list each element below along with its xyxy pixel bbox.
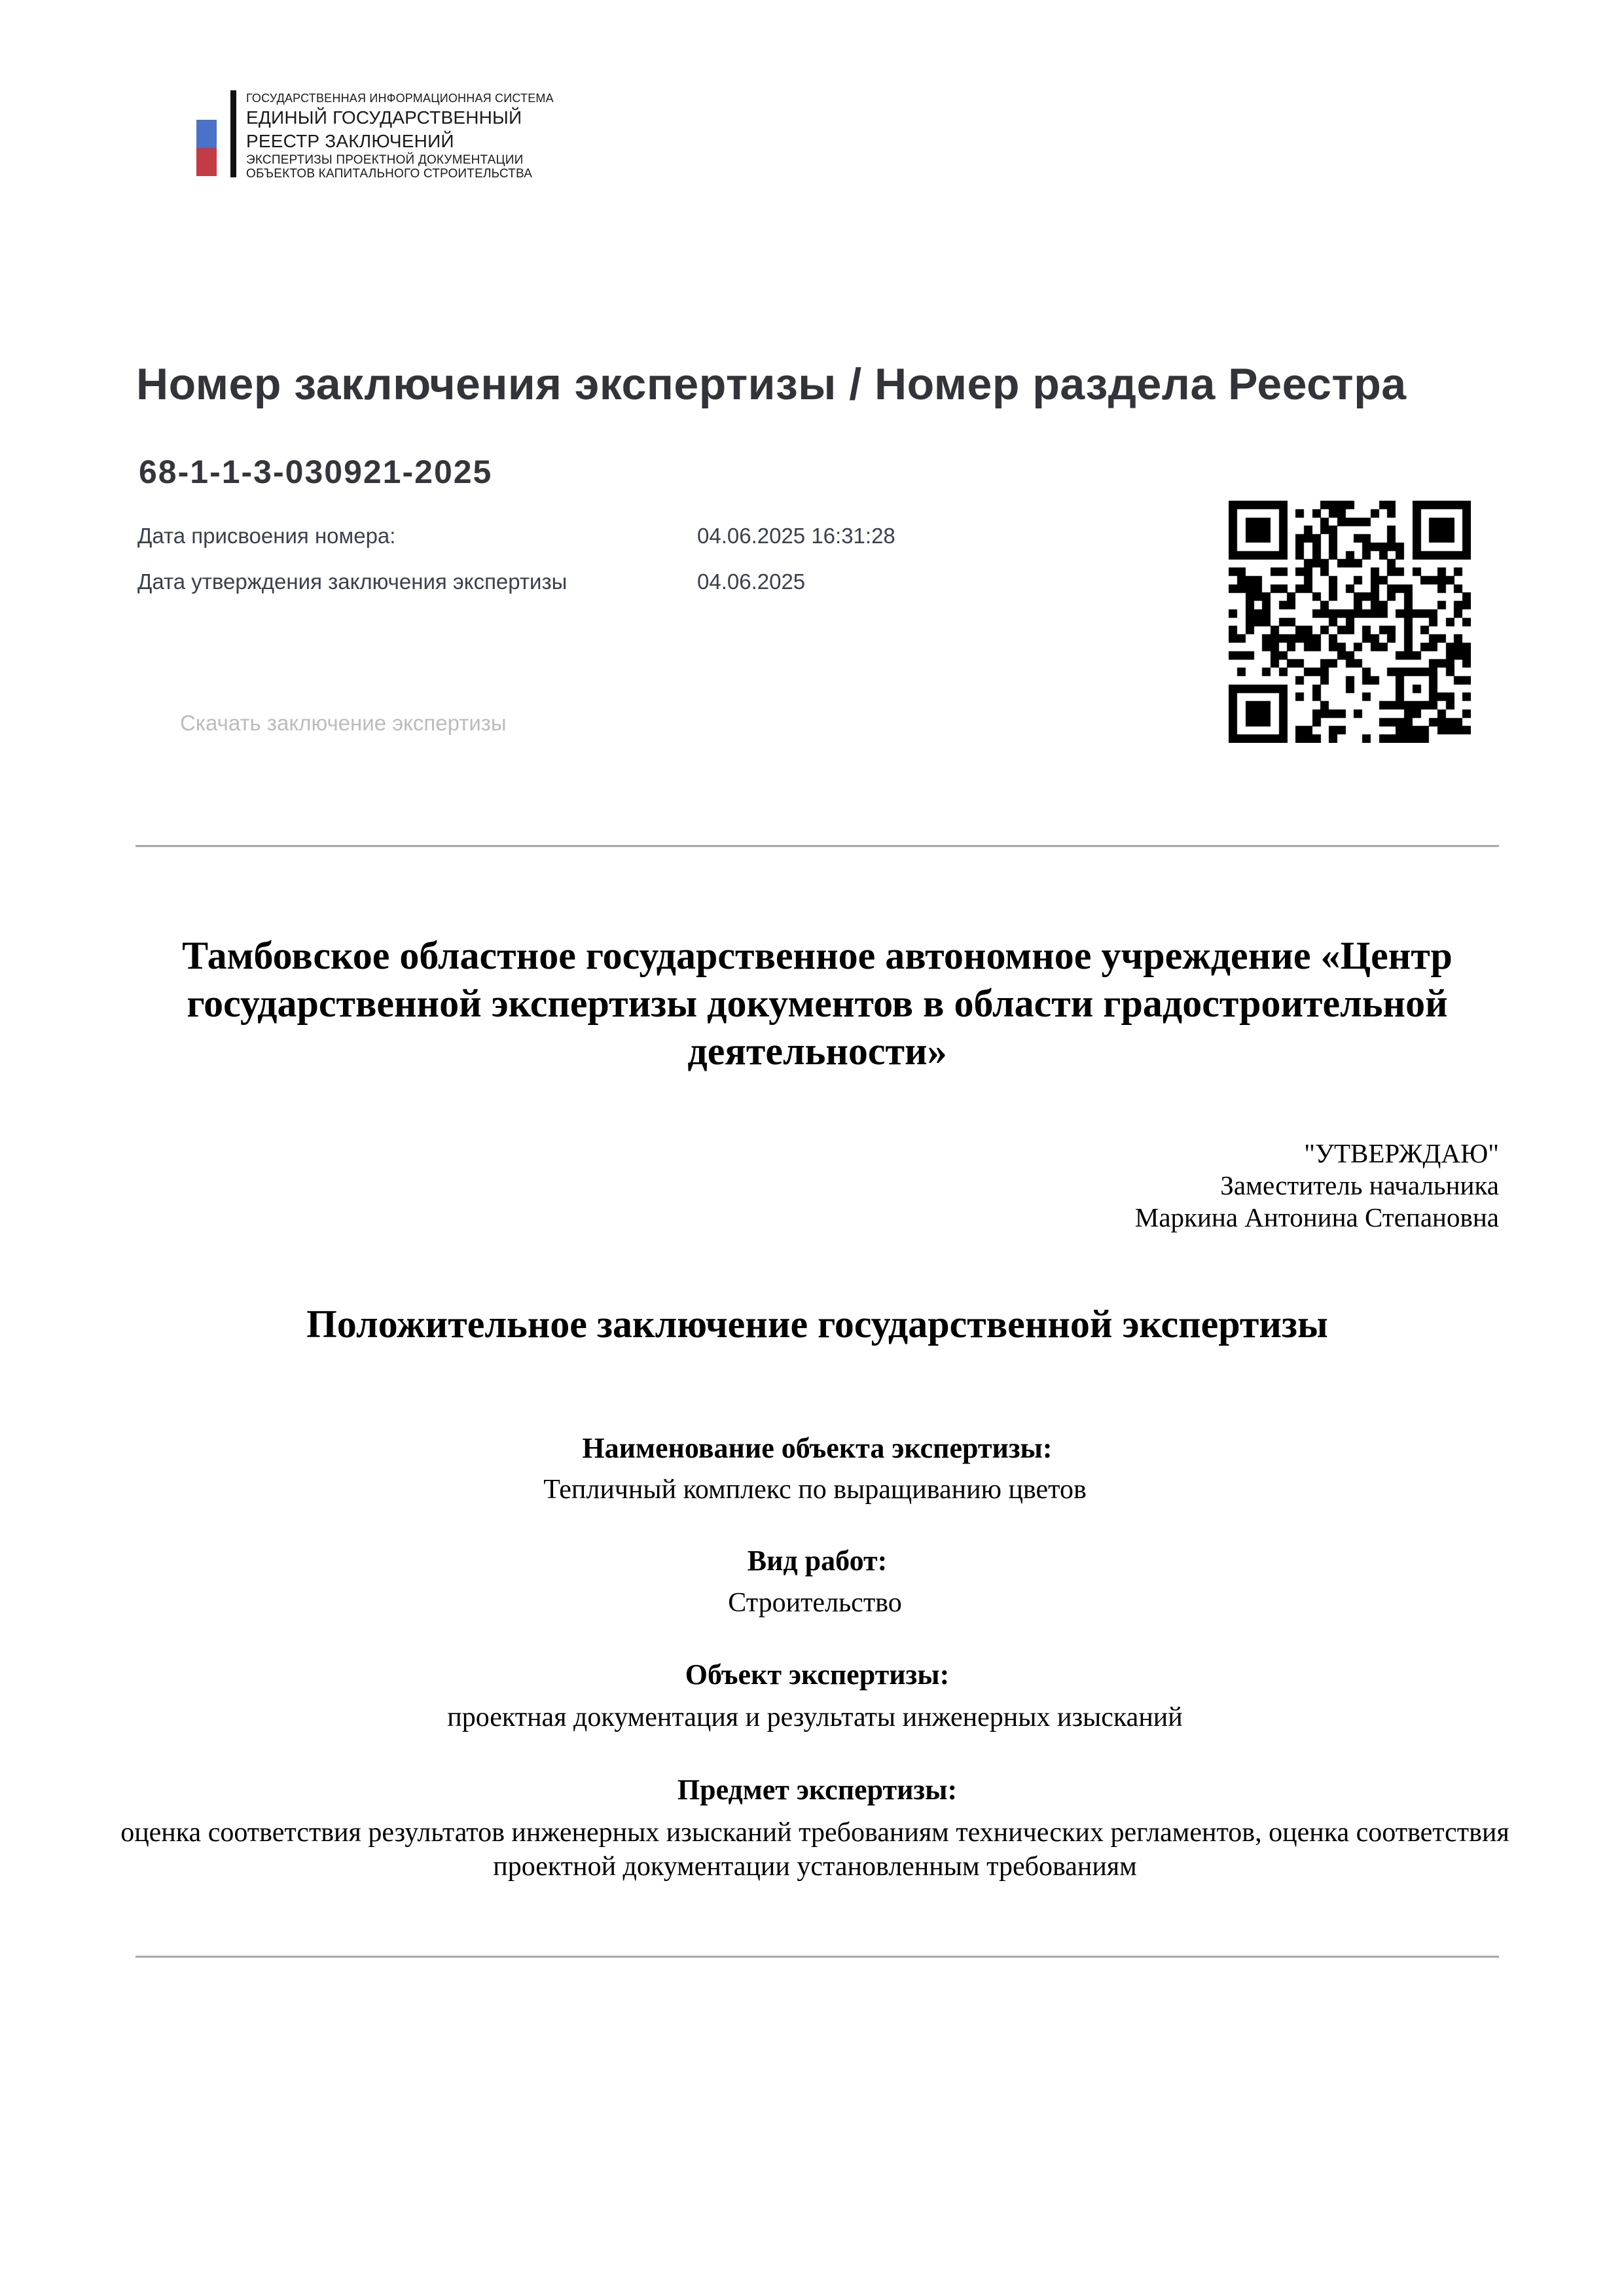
organization-heading: Тамбовское областное государственное автономное учреждение «Центр государственной экспертизы документов в области градостроительной деятельности» (182, 934, 1453, 1073)
approval-quote: "УТВЕРЖДАЮ" (1304, 1138, 1499, 1168)
logo-sub-line-1: ЭКСПЕРТИЗЫ ПРОЕКТНОЙ ДОКУМЕНТАЦИИ (246, 153, 524, 167)
egrz-logo-text (246, 90, 639, 181)
section-work-type-value: Строительство (728, 1588, 902, 1618)
section-object-name-label: Наименование объекта экспертизы: (582, 1432, 1053, 1464)
qr-code (1229, 501, 1471, 743)
logo-vertical-bar (230, 90, 236, 177)
flag-red-half (196, 148, 217, 176)
logo-registry-line-2: РЕЕСТР ЗАКЛЮЧЕНИЙ (246, 131, 454, 151)
assign-date-label: Дата присвоения номера: (137, 524, 396, 548)
registry-number: 68-1-1-3-030921-2025 (139, 454, 493, 490)
approval-name: Маркина Антонина Степановна (1134, 1202, 1499, 1232)
section-expertise-object-label: Объект экспертизы: (685, 1659, 950, 1691)
approve-date-value: 04.06.2025 (697, 569, 806, 594)
field-row-assign-date (137, 524, 1381, 553)
flag-blue-half (196, 120, 217, 148)
section-work-type-label: Вид работ: (747, 1545, 888, 1577)
assign-date-value: 04.06.2025 16:31:28 (697, 524, 895, 548)
logo-registry-line-1: ЕДИНЫЙ ГОСУДАРСТВЕННЫЙ (246, 107, 522, 128)
conclusion-title: Положительное заключение государственной экспертизы (306, 1302, 1328, 1346)
page-title: Номер заключения экспертизы / Номер раздела Реестра (136, 359, 1407, 409)
section-expertise-object-value: проектная документация и результаты инженерных изысканий (447, 1702, 1183, 1732)
divider-bottom (135, 1956, 1499, 1958)
field-row-approve-date (137, 569, 1381, 599)
section-object-name-value: Тепличный комплекс по выращиванию цветов (543, 1475, 1087, 1505)
approve-date-label: Дата утверждения заключения экспертизы (137, 569, 568, 594)
download-conclusion-link[interactable]: Скачать заключение экспертизы (180, 711, 507, 735)
section-expertise-subject-label: Предмет экспертизы: (677, 1774, 958, 1806)
divider-top (135, 845, 1499, 848)
approval-block (135, 1138, 1499, 1234)
egrz-flag-icon (196, 120, 217, 176)
section-expertise-subject-value: оценка соответствия результатов инженерных изысканий требованиям технических регламентов, оценка соответствия проектной документации установленным требованиям (120, 1818, 1509, 1882)
logo-sub-line-2: ОБЪЕКТОВ КАПИТАЛЬНОГО СТРОИТЕЛЬСТВА (246, 167, 533, 181)
approval-position: Заместитель начальника (1220, 1170, 1499, 1200)
logo-system-line: ГОСУДАРСТВЕННАЯ ИНФОРМАЦИОННАЯ СИСТЕМА (246, 92, 554, 105)
